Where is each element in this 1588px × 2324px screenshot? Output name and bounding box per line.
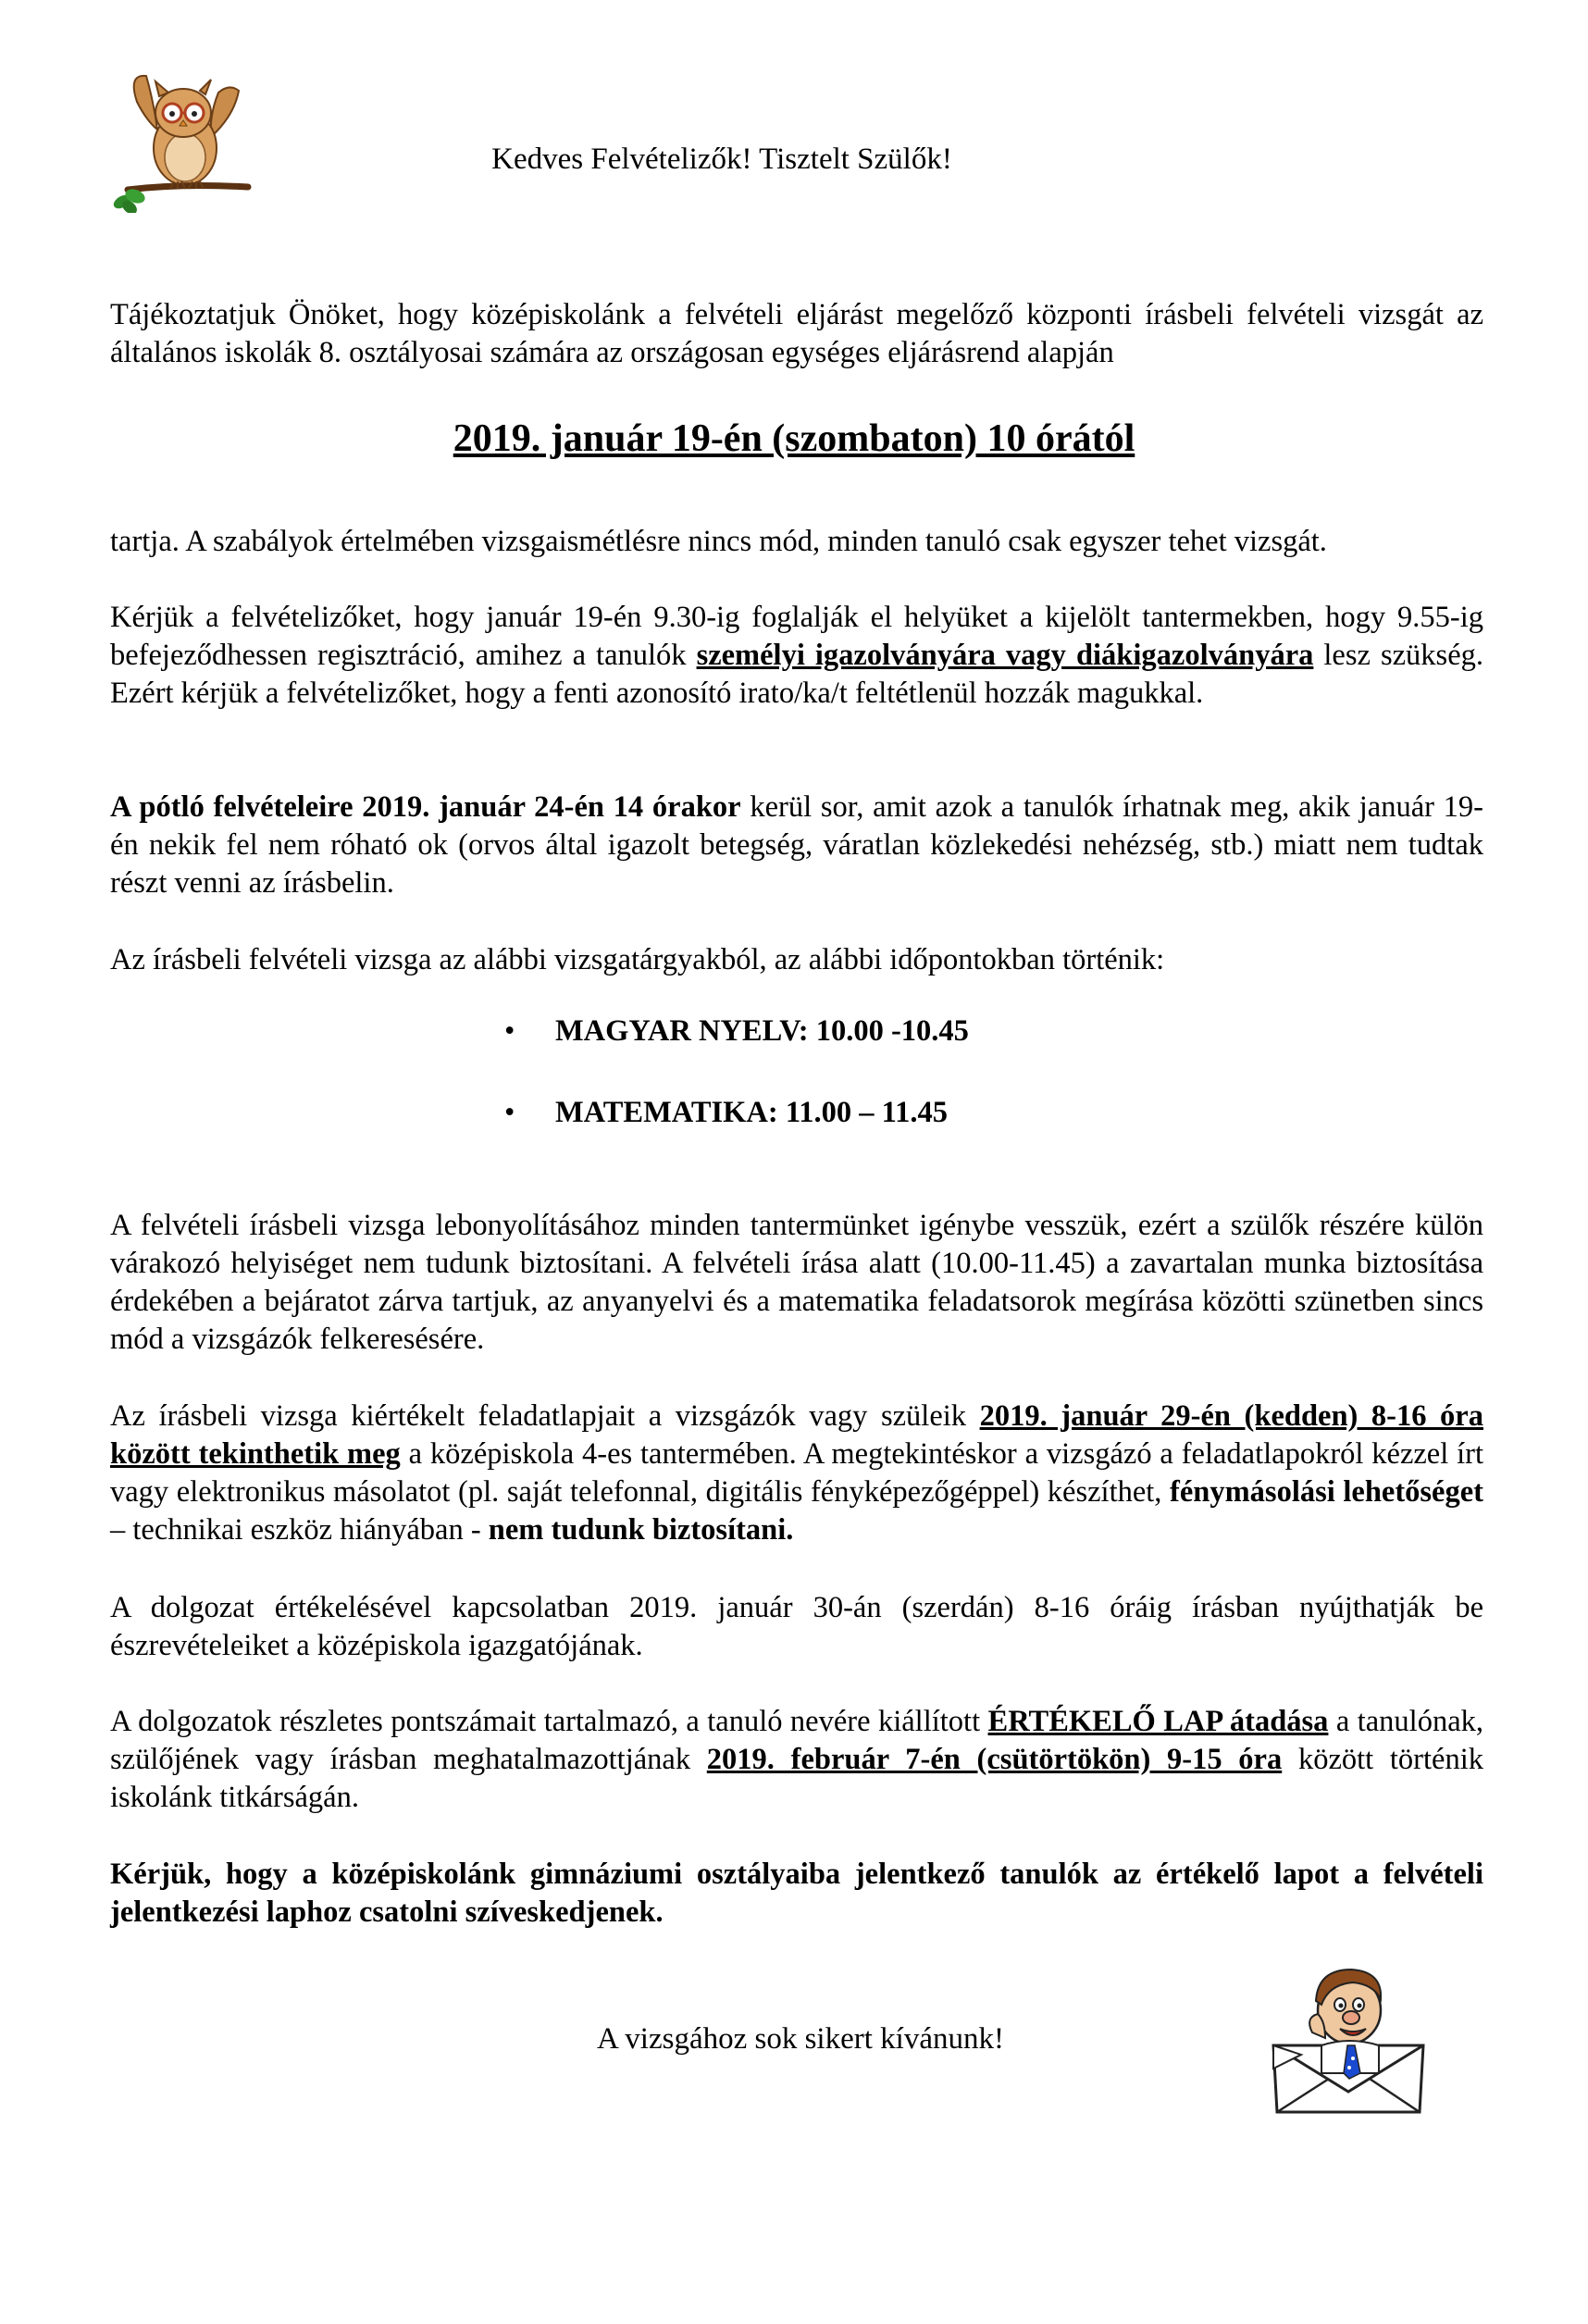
photocopy-emphasis: fénymásolási lehetőséget — [1170, 1475, 1483, 1509]
evaluation-date: 2019. február 7-én (csütörtökön) 9-15 óra — [706, 1743, 1283, 1776]
owl-illustration — [109, 65, 259, 213]
evaluation-text-2: a tanulónak, szülőjének vagy írásban meghatalmazottjának — [110, 1705, 1483, 1776]
subjects-list — [504, 1013, 969, 1175]
rules-paragraph: tartja. A szabályok értelmében vizsgaismétlésre nincs mód, minden tanuló csak egyszer tehet vizsgát. — [110, 525, 1327, 558]
closing-line: A vizsgához sok sikert kívánunk! — [597, 2022, 1004, 2056]
exam-date-title: 2019. január 19-én (szombaton) 10 órától — [453, 417, 1135, 460]
evaluation-sheet-emphasis: ÉRTÉKELŐ LAP átadása — [987, 1705, 1329, 1738]
bullet-icon: • — [504, 1096, 515, 1129]
review-paragraph — [110, 1398, 1483, 1549]
review-text-2: a középiskola 4-es tantermében. A megtekintéskor a vizsgázó a feladatlapokról kézzel írt vagy elektronikus másolatot (pl. saját telefonnal, digitális fényképezőgéppel) készíthet, — [110, 1437, 1483, 1509]
evaluation-text-3: között történik iskolánk titkárságán. — [110, 1743, 1483, 1814]
cannot-provide-emphasis: nem tudunk biztosítani. — [488, 1513, 794, 1547]
subject-hungarian: MAGYAR NYELV: 10.00 -10.45 — [555, 1014, 969, 1048]
makeup-exam-paragraph — [110, 789, 1483, 902]
id-documents-emphasis: személyi igazolványára vagy diákigazolványára — [696, 639, 1314, 672]
list-item — [504, 1013, 969, 1050]
review-date: 2019. január 29-én (kedden) 8-16 óra között tekinthetik meg — [110, 1399, 1483, 1471]
waiting-paragraph: A felvételi írásbeli vizsga lebonyolításához minden tantermünket igénybe vesszük, ezért a szülők részére külön várakozó helyiséget nem tudunk biztosítani. A felvételi írása alatt (10.00-11.45) a zavartalan munka biztosítása érdekében a bejáratot zárva tartjuk, az anyanyelvi és a matematika feladatsorok megírása közötti szünetben sincs mód a vizsgázók felkeresésére. — [110, 1209, 1483, 1356]
request-paragraph: Kérjük, hogy a középiskolánk gimnáziumi osztályaiba jelentkező tanulók az értékelő lapot a felvételi jelentkezési laphoz csatolni szíveskedjenek. — [110, 1858, 1483, 1929]
subjects-intro: Az írásbeli felvételi vizsga az alábbi vizsgatárgyakból, az alábbi időpontokban történik: — [110, 943, 1165, 976]
review-text-3: – technikai eszköz hiányában - — [110, 1513, 489, 1547]
registration-paragraph — [110, 599, 1483, 713]
subject-math: MATEMATIKA: 11.00 – 11.45 — [555, 1096, 949, 1129]
registration-text-2: lesz szükség. Ezért kérjük a felvételizőket, hogy a fenti azonosító irato/ka/t feltétlenül hozzák magukkal. — [110, 639, 1483, 710]
evaluation-paragraph — [110, 1703, 1483, 1817]
intro-paragraph: Tájékoztatjuk Önöket, hogy középiskolánk a felvételi eljárást megelőző központi írásbeli felvételi vizsgát az általános iskolák 8. osztályosai számára az országosan egységes eljárásrend alapján — [110, 298, 1483, 369]
evaluation-text-1: A dolgozatok részletes pontszámait tartalmazó, a tanuló nevére kiállított — [110, 1705, 988, 1738]
list-item — [504, 1094, 969, 1131]
greeting-heading: Kedves Felvételizők! Tisztelt Szülők! — [491, 143, 952, 176]
envelope-man-illustration — [1264, 1953, 1433, 2119]
bullet-icon: • — [504, 1014, 515, 1048]
review-text-1: Az írásbeli vizsga kiértékelt feladatlapjait a vizsgázók vagy szüleik — [110, 1399, 980, 1433]
remarks-paragraph: A dolgozat értékelésével kapcsolatban 2019. január 30-án (szerdán) 8-16 óráig írásban nyújthatják be észrevételeiket a középiskola igazgatójának. — [110, 1591, 1483, 1662]
makeup-exam-date: A pótló felvételeire 2019. január 24-én 14 órakor — [110, 790, 741, 824]
makeup-exam-text: kerül sor, amit azok a tanulók írhatnak meg, akik január 19-én nekik fel nem róható ok (orvos által igazolt betegség, váratlan közlekedési nehézség, stb.) miatt nem tudtak részt venni az írásbelin. — [110, 790, 1483, 900]
registration-text-1: Kérjük a felvételizőket, hogy január 19-én 9.30-ig foglalják el helyüket a kijelölt tantermekben, hogy 9.55-ig befejeződhessen regisztráció, amihez a tanulók — [110, 601, 1483, 672]
